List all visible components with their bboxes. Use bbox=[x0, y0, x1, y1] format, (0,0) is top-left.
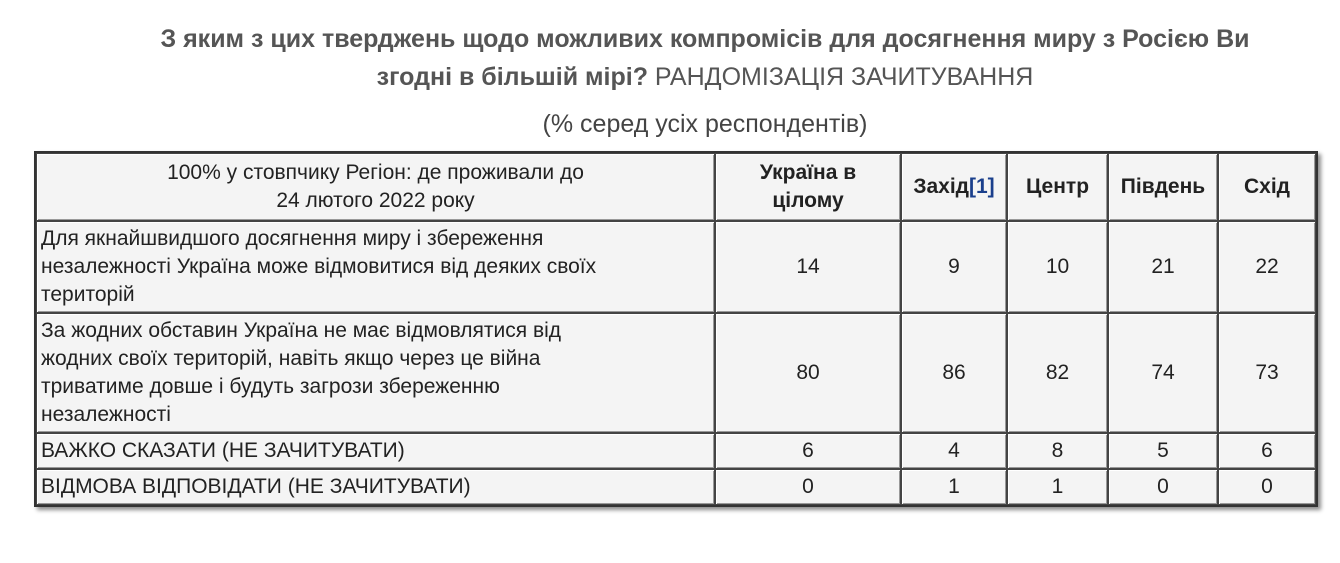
value-center: 8 bbox=[1007, 433, 1108, 469]
footnote-link[interactable]: [1] bbox=[969, 175, 995, 198]
row-label-line: незалежності bbox=[41, 403, 171, 426]
row-label-line: Для якнайшвидшого досягнення миру і збереження bbox=[41, 227, 544, 250]
results-table-wrapper bbox=[34, 151, 1318, 507]
corner-header-line1: 100% у стовпчику Регіон: де проживали до bbox=[167, 161, 584, 184]
value-west: 86 bbox=[901, 313, 1007, 433]
table-row bbox=[36, 433, 1316, 469]
corner-header-line2: 24 лютого 2022 року bbox=[276, 189, 475, 212]
base-subtitle: (% серед усіх респондентів) bbox=[542, 110, 868, 138]
row-label-line: незалежності Україна може відмовитися від деяких своїх bbox=[41, 255, 597, 278]
column-header-west-label: Захід bbox=[913, 175, 969, 198]
question-text-line1: З яким з цих тверджень щодо можливих компромісів для досягнення миру з Росією Ви bbox=[160, 25, 1250, 53]
column-header-ukraine-line1: Україна в bbox=[759, 161, 857, 184]
value-south: 0 bbox=[1108, 469, 1218, 505]
row-label: ВІДМОВА ВІДПОВІДАТИ (НЕ ЗАЧИТУВАТИ) bbox=[36, 469, 715, 505]
row-label-line: територій bbox=[41, 283, 135, 306]
row-label bbox=[36, 313, 715, 433]
row-label: ВАЖКО СКАЗАТИ (НЕ ЗАЧИТУВАТИ) bbox=[36, 433, 715, 469]
results-table bbox=[34, 151, 1318, 507]
row-label bbox=[36, 221, 715, 313]
value-ukraine: 14 bbox=[715, 221, 901, 313]
column-header-west bbox=[901, 153, 1007, 221]
question-text-line2: згодні в більшій мірі? bbox=[376, 63, 648, 91]
value-east: 0 bbox=[1218, 469, 1316, 505]
table-row bbox=[36, 313, 1316, 433]
table-row bbox=[36, 221, 1316, 313]
column-header-ukraine bbox=[715, 153, 901, 221]
question-instruction: РАНДОМІЗАЦІЯ ЗАЧИТУВАННЯ bbox=[654, 63, 1034, 91]
value-west: 4 bbox=[901, 433, 1007, 469]
value-west: 9 bbox=[901, 221, 1007, 313]
table-header-row bbox=[36, 153, 1316, 221]
value-ukraine: 6 bbox=[715, 433, 901, 469]
value-south: 21 bbox=[1108, 221, 1218, 313]
column-header-center: Центр bbox=[1007, 153, 1108, 221]
column-header-ukraine-line2: цілому bbox=[772, 189, 844, 212]
question-title bbox=[60, 20, 1340, 96]
corner-header bbox=[36, 153, 715, 221]
column-header-east: Схід bbox=[1218, 153, 1316, 221]
value-south: 74 bbox=[1108, 313, 1218, 433]
value-center: 82 bbox=[1007, 313, 1108, 433]
value-east: 22 bbox=[1218, 221, 1316, 313]
value-ukraine: 0 bbox=[715, 469, 901, 505]
value-center: 10 bbox=[1007, 221, 1108, 313]
value-west: 1 bbox=[901, 469, 1007, 505]
column-header-south: Південь bbox=[1108, 153, 1218, 221]
value-south: 5 bbox=[1108, 433, 1218, 469]
value-ukraine: 80 bbox=[715, 313, 901, 433]
value-east: 6 bbox=[1218, 433, 1316, 469]
value-center: 1 bbox=[1007, 469, 1108, 505]
row-label-line: За жодних обставин Україна не має відмовлятися від bbox=[41, 319, 562, 342]
row-label-line: жодних своїх територій, навіть якщо через це війна bbox=[41, 347, 541, 370]
table-row bbox=[36, 469, 1316, 505]
value-east: 73 bbox=[1218, 313, 1316, 433]
row-label-line: триватиме довше і будуть загрози збереженню bbox=[41, 375, 500, 398]
